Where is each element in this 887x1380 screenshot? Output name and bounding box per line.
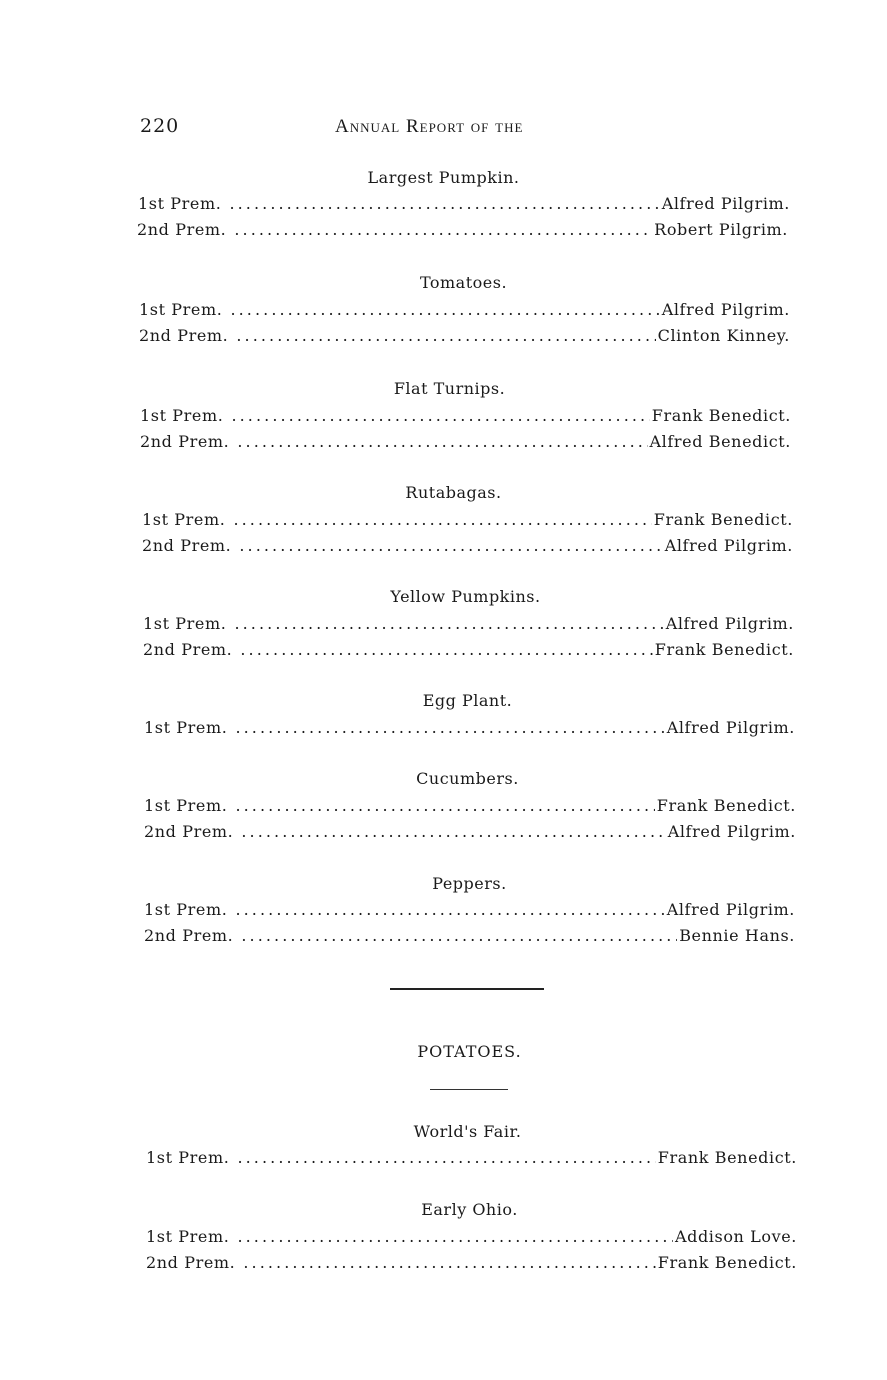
dot-leader xyxy=(241,926,677,945)
prize-label: 2nd Prem. xyxy=(139,326,229,345)
page-number: 220 xyxy=(140,115,180,137)
winner-name: Frank Benedict. xyxy=(657,1148,797,1167)
prize-label: 1st Prem. xyxy=(139,300,223,319)
section-title-largest-pumpkin: Largest Pumpkin. xyxy=(367,168,520,187)
section-divider xyxy=(390,988,544,990)
winner-name: Frank Benedict. xyxy=(657,1253,797,1272)
dot-leader xyxy=(243,1253,655,1272)
dot-leader xyxy=(230,300,659,319)
winner-name: Alfred Benedict. xyxy=(649,432,791,451)
section-title-peppers: Peppers. xyxy=(432,874,507,893)
dot-leader xyxy=(229,194,659,213)
prize-entry xyxy=(143,614,794,633)
prize-entry xyxy=(146,1227,797,1246)
prize-entry xyxy=(140,406,791,425)
winner-name: Alfred Pilgrim. xyxy=(667,822,796,841)
winner-name: Alfred Pilgrim. xyxy=(661,300,790,319)
prize-label: 1st Prem. xyxy=(144,796,228,815)
prize-label: 2nd Prem. xyxy=(142,536,232,555)
dot-leader xyxy=(236,326,655,345)
prize-label: 2nd Prem. xyxy=(143,640,233,659)
dot-leader xyxy=(231,406,649,425)
prize-entry xyxy=(144,926,795,945)
prize-label: 2nd Prem. xyxy=(146,1253,236,1272)
dot-leader xyxy=(235,718,664,737)
prize-label: 1st Prem. xyxy=(142,510,226,529)
prize-entry xyxy=(146,1148,797,1167)
dot-leader xyxy=(237,432,647,451)
winner-name: Robert Pilgrim. xyxy=(654,220,788,239)
prize-entry xyxy=(140,432,791,451)
prize-label: 1st Prem. xyxy=(146,1227,230,1246)
prize-entry xyxy=(144,900,795,919)
winner-name: Bennie Hans. xyxy=(679,926,795,945)
dot-leader xyxy=(237,1148,655,1167)
prize-entry xyxy=(146,1253,797,1272)
dot-leader xyxy=(239,536,662,555)
section-title-flat-turnips: Flat Turnips. xyxy=(393,379,506,398)
winner-name: Frank Benedict. xyxy=(654,640,794,659)
section-title-tomatoes: Tomatoes. xyxy=(419,273,508,292)
dot-leader xyxy=(241,822,665,841)
section-title-cucumbers: Cucumbers. xyxy=(416,769,519,788)
prize-entry xyxy=(143,640,794,659)
section-title-yellow-pumpkins: Yellow Pumpkins. xyxy=(390,587,541,606)
prize-entry xyxy=(144,822,796,841)
prize-label: 1st Prem. xyxy=(138,194,222,213)
heading-underline xyxy=(430,1089,508,1090)
section-title-rutabagas: Rutabagas. xyxy=(405,483,502,502)
prize-label: 1st Prem. xyxy=(144,718,228,737)
prize-entry xyxy=(138,194,790,213)
winner-name: Addison Love. xyxy=(674,1227,797,1246)
prize-label: 1st Prem. xyxy=(146,1148,230,1167)
dot-leader xyxy=(237,1227,673,1246)
prize-entry xyxy=(144,796,796,815)
prize-label: 2nd Prem. xyxy=(137,220,227,239)
winner-name: Alfred Pilgrim. xyxy=(665,614,794,633)
dot-leader xyxy=(235,796,654,815)
section-title-worlds-fair: World's Fair. xyxy=(413,1122,522,1141)
winner-name: Alfred Pilgrim. xyxy=(664,536,793,555)
dot-leader xyxy=(234,220,652,239)
winner-name: Alfred Pilgrim. xyxy=(666,718,795,737)
prize-entry xyxy=(142,510,793,529)
prize-entry xyxy=(137,220,788,239)
winner-name: Alfred Pilgrim. xyxy=(661,194,790,213)
section-title-egg-plant: Egg Plant. xyxy=(422,691,513,710)
prize-label: 1st Prem. xyxy=(144,900,228,919)
dot-leader xyxy=(235,900,664,919)
prize-label: 1st Prem. xyxy=(140,406,224,425)
dot-leader xyxy=(234,614,663,633)
section-title-early-ohio: Early Ohio. xyxy=(421,1200,518,1219)
prize-entry xyxy=(142,536,793,555)
prize-label: 2nd Prem. xyxy=(144,926,234,945)
dot-leader xyxy=(233,510,651,529)
winner-name: Frank Benedict. xyxy=(653,510,793,529)
prize-label: 2nd Prem. xyxy=(144,822,234,841)
prize-entry xyxy=(139,326,790,345)
potatoes-heading: POTATOES. xyxy=(417,1042,522,1061)
prize-label: 1st Prem. xyxy=(143,614,227,633)
winner-name: Frank Benedict. xyxy=(651,406,791,425)
dot-leader xyxy=(240,640,652,659)
winner-name: Clinton Kinney. xyxy=(657,326,790,345)
winner-name: Alfred Pilgrim. xyxy=(666,900,795,919)
prize-label: 2nd Prem. xyxy=(140,432,230,451)
winner-name: Frank Benedict. xyxy=(656,796,796,815)
running-head: Annual Report of the xyxy=(335,116,524,137)
prize-entry xyxy=(139,300,790,319)
prize-entry xyxy=(144,718,795,737)
